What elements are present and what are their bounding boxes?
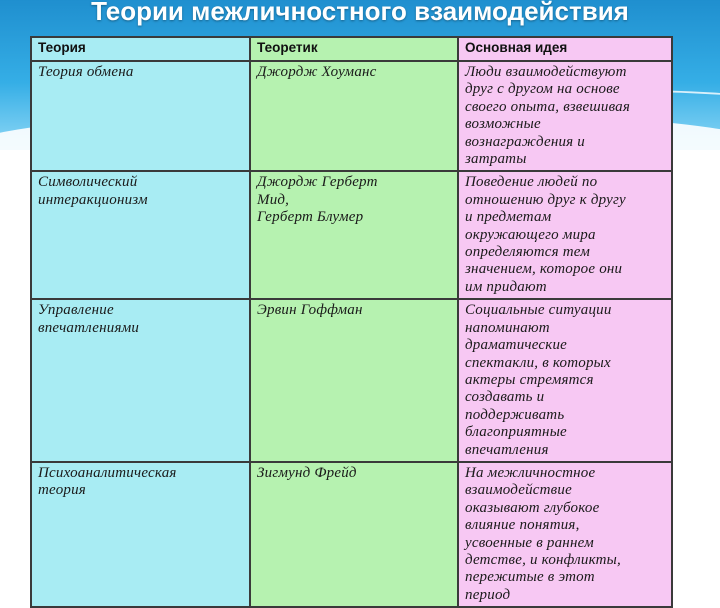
cell-main-idea-line: пережитые в этот [465, 569, 595, 586]
theories-table-container [30, 36, 673, 603]
cell-theorist-line: Мид, [257, 191, 290, 208]
cell-main-idea-line: благоприятные [465, 424, 567, 441]
cell-main-idea-line: детстве, и конфликты, [465, 551, 621, 568]
table-row [31, 61, 672, 171]
cell-main-idea-line: вознаграждения и [465, 133, 586, 150]
cell-main-idea-line: им придают [465, 278, 547, 295]
cell-theorist [250, 299, 458, 462]
cell-theory-line: Управление [38, 302, 114, 319]
cell-theorist [250, 171, 458, 299]
cell-main-idea-line: друг с другом на основе [465, 81, 620, 98]
cell-main-idea [458, 171, 672, 299]
cell-main-idea-line: впечатления [465, 441, 549, 458]
cell-main-idea-line: возможные [465, 116, 541, 133]
cell-theory-line: Психоаналитическая [38, 464, 177, 481]
cell-theory [31, 61, 250, 171]
cell-theory [31, 171, 250, 299]
cell-theory [31, 462, 250, 607]
cell-theorist-line: Эрвин Гоффман [257, 302, 363, 319]
header-theory: Теория [31, 37, 250, 61]
cell-theorist [250, 61, 458, 171]
cell-theory-line: впечатлениями [38, 319, 140, 336]
cell-main-idea-line: затраты [465, 151, 527, 168]
header-theorist: Теоретик [250, 37, 458, 61]
cell-main-idea-line: окружающего мира [465, 226, 596, 243]
table-header-row [31, 37, 672, 61]
cell-main-idea-line: определяются тем [465, 244, 591, 261]
cell-main-idea-line: своего опыта, взвешивая [465, 98, 631, 115]
table-row [31, 299, 672, 462]
cell-theory-line: Символический [38, 174, 138, 191]
cell-main-idea-line: усвоенные в раннем [465, 534, 594, 551]
table-row [31, 171, 672, 299]
cell-theory-line: интеракционизм [38, 191, 148, 208]
cell-main-idea-line: Поведение людей по [465, 174, 598, 191]
cell-main-idea-line: взаимодействие [465, 482, 572, 499]
cell-main-idea-line: период [465, 586, 511, 603]
cell-theorist-line: Джордж Герберт [257, 174, 378, 191]
cell-theorist-line: Зигмунд Фрейд [257, 464, 357, 481]
table-row [31, 462, 672, 607]
cell-main-idea-line: отношению друг к другу [465, 191, 626, 208]
cell-main-idea [458, 61, 672, 171]
cell-theorist-line: Джордж Хоуманс [257, 64, 377, 80]
cell-main-idea [458, 299, 672, 462]
cell-main-idea-line: На межличностное [465, 464, 596, 481]
cell-theory-line: теория [38, 482, 86, 499]
cell-main-idea-line: значением, которое они [465, 261, 623, 278]
cell-main-idea-line: поддерживать [465, 406, 565, 423]
cell-main-idea-line: Социальные ситуации [465, 302, 612, 319]
cell-main-idea-line: драматические [465, 337, 568, 354]
header-main-idea: Основная идея [458, 37, 672, 61]
cell-main-idea-line: и предметам [465, 209, 552, 226]
cell-main-idea-line: спектакли, в которых [465, 354, 611, 371]
cell-theory [31, 299, 250, 462]
cell-main-idea-line: Люди взаимодействуют [465, 64, 627, 80]
cell-main-idea [458, 462, 672, 607]
cell-theorist [250, 462, 458, 607]
cell-main-idea-line: напоминают [465, 319, 550, 336]
cell-main-idea-line: оказывают глубокое [465, 499, 600, 516]
slide-title: Теории межличностного взаимодействия [91, 0, 629, 26]
cell-theorist-line: Герберт Блумер [257, 209, 364, 226]
cell-theory-line: Теория обмена [38, 64, 134, 80]
cell-main-idea-line: актеры стремятся [465, 371, 594, 388]
cell-main-idea-line: создавать и [465, 389, 545, 406]
theories-table [30, 36, 673, 608]
cell-main-idea-line: влияние понятия, [465, 517, 580, 534]
